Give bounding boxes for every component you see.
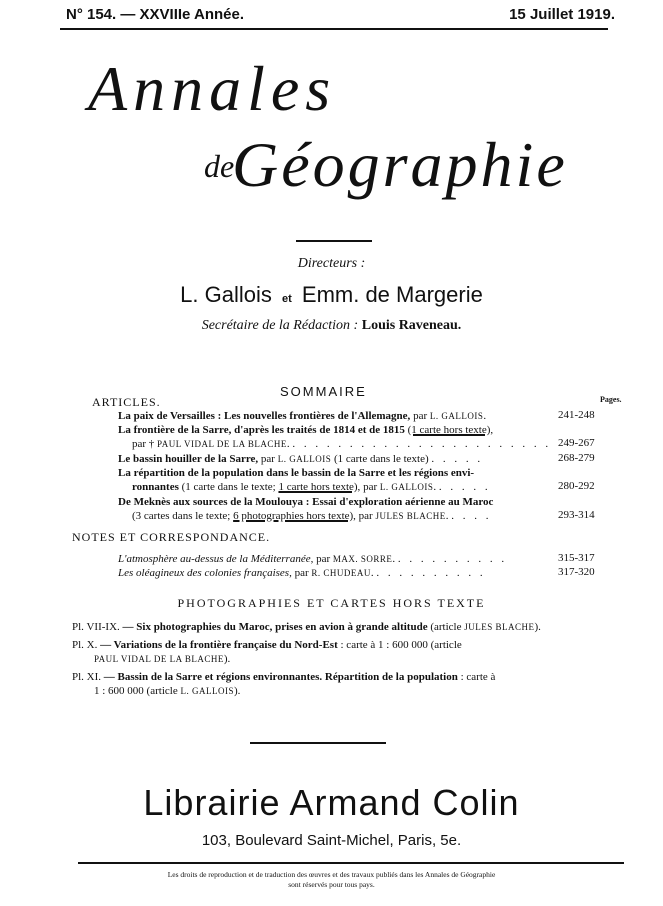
article-meknes: De Meknès aux sources de la Moulouya : Essai d'exploration aérienne au Maroc bbox=[118, 496, 494, 508]
plate-vii-ix: Pl. VII-IX. — Six photographies du Maroc, prises en avion à grande altitude (article JULES BLACHE). bbox=[72, 621, 541, 633]
article-meknes-line2: (3 cartes dans le texte; 6 photographies hors texte), par JULES BLACHE. . . . . bbox=[132, 510, 492, 522]
issue-number: N° 154. — XXVIIIe Année. bbox=[66, 6, 245, 23]
note-oleagineux: Les oléagineux des colonies françaises, par R. CHUDEAU. . . . . . . . . . . bbox=[118, 567, 486, 579]
sommaire-title: SOMMAIRE bbox=[280, 384, 367, 399]
title-de: de bbox=[204, 148, 235, 184]
directors-names bbox=[0, 282, 663, 308]
secretary-name: Louis Raveneau. bbox=[361, 318, 462, 333]
article-sarre-frontiere: La frontière de la Sarre, d'après les traités de 1814 et de 1815 (1 carte hors texte), bbox=[118, 424, 494, 436]
article-pages: 241-248 bbox=[558, 409, 595, 421]
notes-heading: NOTES ET CORRESPONDANCE. bbox=[72, 530, 271, 544]
director-gallois: L. Gallois bbox=[180, 282, 272, 307]
title-annales: Annales bbox=[88, 53, 337, 124]
issue-date: 15 Juillet 1919. bbox=[509, 6, 615, 23]
note-pages: 315-317 bbox=[558, 552, 595, 564]
article-bassin-houiller: Le bassin houiller de la Sarre, par L. GALLOIS (1 carte dans le texte) . . . . . bbox=[118, 453, 484, 465]
header-rule bbox=[60, 28, 608, 30]
article-versailles: La paix de Versailles : Les nouvelles frontières de l'Allemagne, par L. GALLOIS. bbox=[118, 410, 487, 422]
footer-rule bbox=[78, 862, 624, 864]
publisher-address: 103, Boulevard Saint-Michel, Paris, 5e. bbox=[201, 832, 462, 849]
article-pages: 268-279 bbox=[558, 452, 595, 464]
article-pages: 280-292 bbox=[558, 480, 595, 492]
rights-notice-line2: sont réservés pour tous pays. bbox=[288, 880, 375, 889]
secretary-label: Secrétaire de la Rédaction : bbox=[201, 318, 359, 333]
plate-xi: Pl. XI. — Bassin de la Sarre et régions environnantes. Répartition de la population : carte à bbox=[72, 671, 496, 683]
article-repartition: La répartition de la population dans le bassin de la Sarre et les régions envi- bbox=[118, 467, 475, 479]
title-geographie: Géographie bbox=[232, 129, 568, 200]
plates-heading: PHOTOGRAPHIES ET CARTES HORS TEXTE bbox=[177, 596, 486, 610]
rights-notice-line1: Les droits de reproduction et de traduction des œuvres et des travaux publiés dans les Annales de Géographie bbox=[167, 870, 496, 879]
note-pages: 317-320 bbox=[558, 566, 595, 578]
plate-xi-line2: 1 : 600 000 (article L. GALLOIS). bbox=[94, 685, 241, 697]
secretary-line bbox=[0, 318, 663, 334]
director-margerie: Emm. de Margerie bbox=[301, 282, 483, 307]
note-atmosphere: L'atmosphère au-dessus de la Méditerranée, par MAX. SORRE. . . . . . . . . . . bbox=[118, 553, 508, 565]
article-pages: 293-314 bbox=[558, 509, 595, 521]
articles-heading: ARTICLES. bbox=[92, 395, 161, 409]
pages-label: Pages. bbox=[600, 395, 622, 404]
article-sarre-frontiere-author: par † PAUL VIDAL DE LA BLACHE. . . . . . . . . . . . . . . . . . . . . . . . bbox=[132, 438, 552, 450]
directors-label: Directeurs : bbox=[297, 256, 366, 271]
plate-x: Pl. X. — Variations de la frontière française du Nord-Est : carte à 1 : 600 000 (article bbox=[72, 639, 462, 651]
section-rule bbox=[250, 742, 386, 744]
article-repartition-line2: ronnantes (1 carte dans le texte; 1 carte hors texte), par L. GALLOIS. . . . . . bbox=[132, 481, 491, 493]
title-rule bbox=[296, 240, 372, 242]
directors-et: et bbox=[281, 293, 292, 305]
article-pages: 249-267 bbox=[558, 437, 595, 449]
publisher-name: Librairie Armand Colin bbox=[143, 782, 520, 823]
plate-x-line2: PAUL VIDAL DE LA BLACHE). bbox=[94, 653, 231, 665]
